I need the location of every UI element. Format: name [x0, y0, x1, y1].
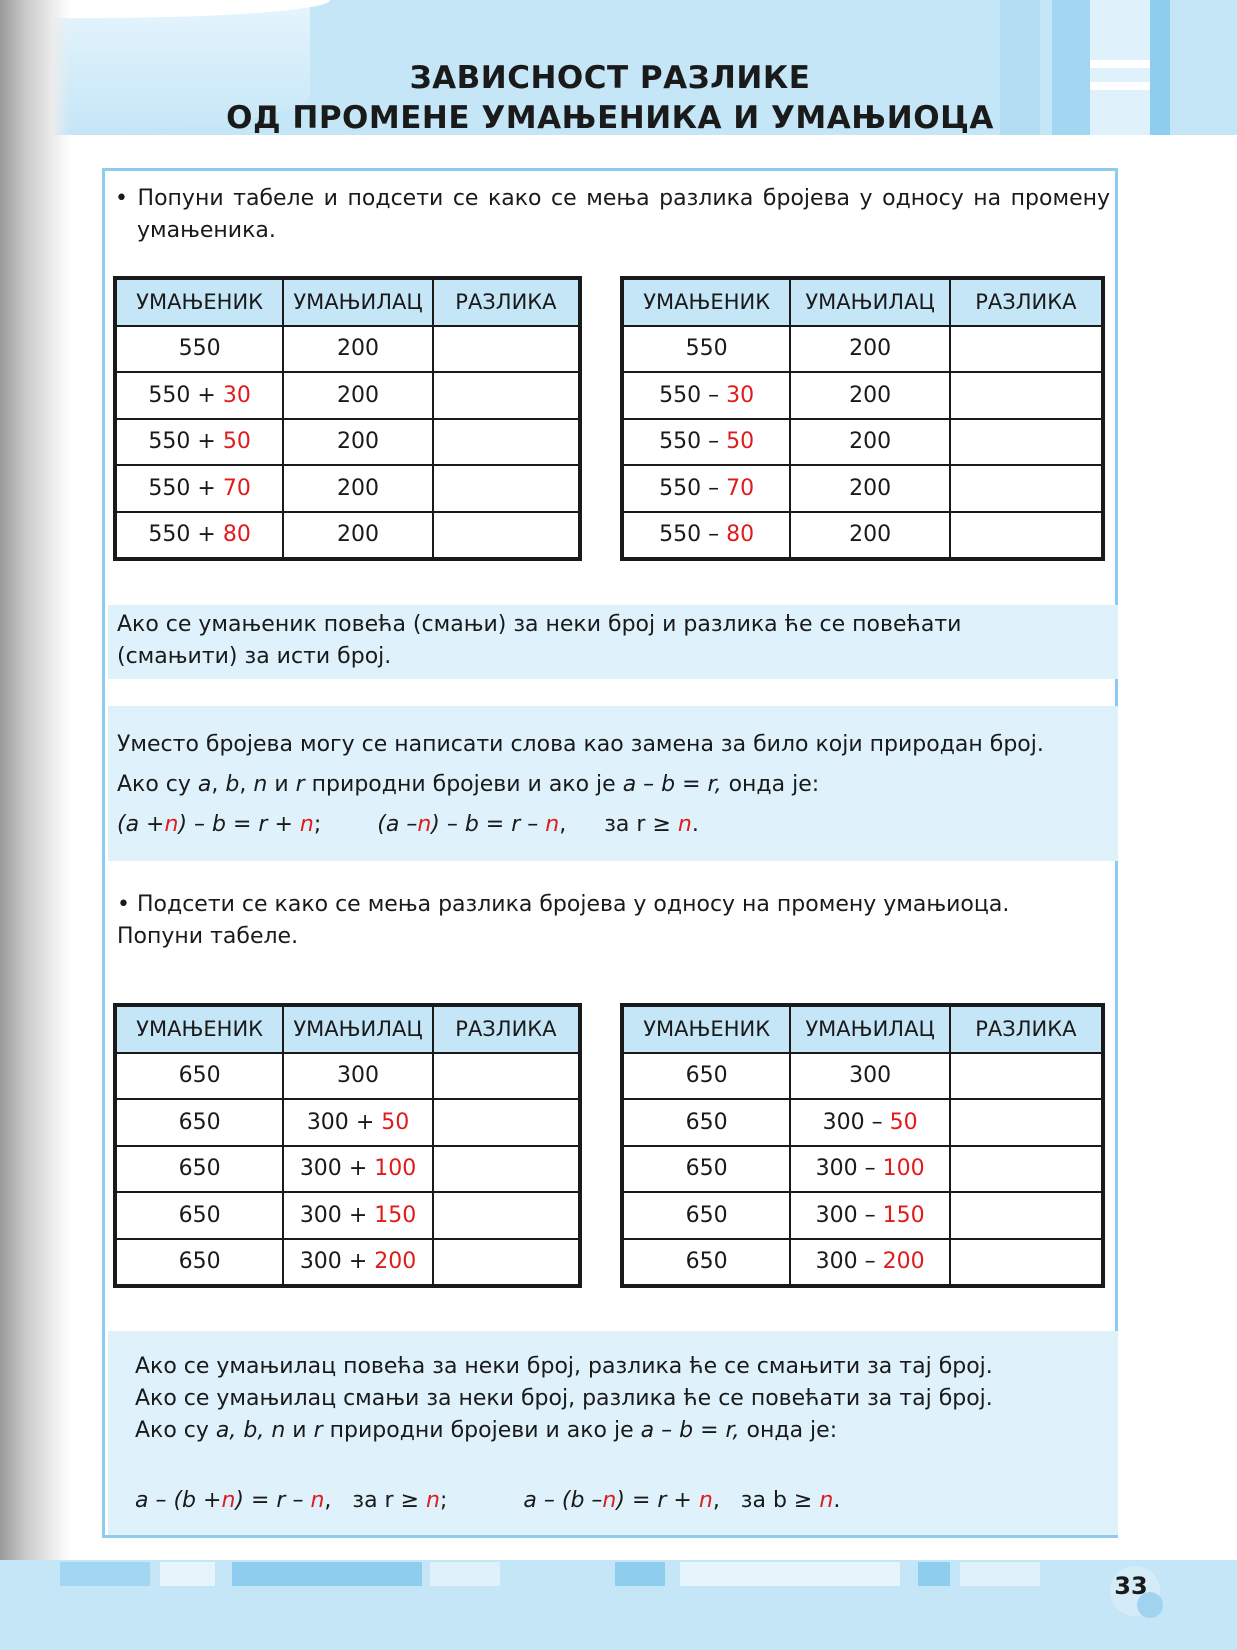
table-row: [116, 1146, 579, 1193]
exercise1-line1: Попуни табеле и подсети се како се мења разлика бројева у односу на промену: [137, 186, 1111, 211]
rule3-text: [135, 1351, 1110, 1517]
difference-answer-cell[interactable]: [950, 1146, 1102, 1193]
subtrahend-cell: 200: [283, 419, 433, 466]
table-row: [116, 512, 579, 559]
table-row: [623, 419, 1102, 466]
subtrahend-cell: 200: [790, 326, 950, 373]
subtrahend-decrease-table: [622, 1005, 1103, 1286]
difference-answer-cell[interactable]: [950, 419, 1102, 466]
minuend-cell: 650: [623, 1192, 790, 1239]
subtrahend-cell: 200: [790, 465, 950, 512]
minuend-cell: 550 – 30: [623, 372, 790, 419]
difference-answer-cell[interactable]: [433, 1099, 579, 1146]
header-minuend: УМАЊЕНИК: [116, 1006, 283, 1053]
table-row: [116, 1099, 579, 1146]
minuend-cell: 550 + 70: [116, 465, 283, 512]
rule2-line2: Ако су a, b, n и r природни бројеви и ако је a – b = r, онда је:: [117, 772, 820, 797]
rule3-formulas: a – (b +n) = r – n, за r ≥ n; a – (b –n) = r + n, за b ≥ n.: [135, 1488, 841, 1513]
subtrahend-cell: 200: [790, 372, 950, 419]
table-row: [623, 1239, 1102, 1286]
exercise1-instruction: [115, 183, 1110, 247]
header-stripe: [1150, 0, 1170, 135]
minuend-cell: 650: [116, 1053, 283, 1100]
difference-answer-cell[interactable]: [950, 372, 1102, 419]
content-frame: [102, 168, 1118, 1538]
subtrahend-cell: 200: [283, 512, 433, 559]
minuend-increase-table: [115, 278, 580, 559]
footer-stripe: [60, 1562, 150, 1586]
footer-stripe: [960, 1562, 1040, 1586]
difference-answer-cell[interactable]: [950, 1192, 1102, 1239]
header-stripe: [1052, 0, 1090, 135]
minuend-cell: 550 – 70: [623, 465, 790, 512]
difference-answer-cell[interactable]: [433, 372, 579, 419]
subtrahend-cell: 200: [283, 372, 433, 419]
subtrahend-cell: 300 + 150: [283, 1192, 433, 1239]
table-row: [116, 465, 579, 512]
minuend-cell: 650: [116, 1099, 283, 1146]
minuend-cell: 650: [623, 1053, 790, 1100]
subtrahend-cell: 300: [283, 1053, 433, 1100]
table-row: [623, 465, 1102, 512]
rule3-line2: Ако се умањилац смањи за неки број, разлика ће се повећати за тај број.: [135, 1386, 993, 1411]
header-difference: РАЗЛИКА: [433, 1006, 579, 1053]
exercise2-line1: Подсети се како се мења разлика бројева у односу на промену умањиоца.: [136, 892, 1010, 917]
page-title-line2: ОД ПРОМЕНЕ УМАЊЕНИКА И УМАЊИОЦА: [226, 100, 994, 136]
minuend-cell: 550 – 80: [623, 512, 790, 559]
page-number: 33: [1114, 1572, 1148, 1600]
table-row: [623, 372, 1102, 419]
rule1-line1: Ако се умањеник повећа (смањи) за неки број и разлика ће се повећати: [117, 612, 962, 637]
header-subtrahend: УМАЊИЛАЦ: [790, 1006, 950, 1053]
subtrahend-cell: 300: [790, 1053, 950, 1100]
rule1-line2: (смањити) за исти број.: [117, 644, 392, 669]
minuend-cell: 650: [116, 1239, 283, 1286]
minuend-cell: 650: [623, 1099, 790, 1146]
header-subtrahend: УМАЊИЛАЦ: [283, 1006, 433, 1053]
bullet: •: [117, 892, 130, 917]
table-row: [116, 1239, 579, 1286]
subtrahend-cell: 300 + 100: [283, 1146, 433, 1193]
table-header-row: [623, 279, 1102, 326]
table-row: [623, 1053, 1102, 1100]
bullet: •: [115, 186, 128, 211]
subtrahend-cell: 300 – 100: [790, 1146, 950, 1193]
difference-answer-cell[interactable]: [433, 1239, 579, 1286]
difference-answer-cell[interactable]: [433, 465, 579, 512]
rule3-line1: Ако се умањилац повећа за неки број, разлика ће се смањити за тај број.: [135, 1354, 993, 1379]
table-row: [116, 1192, 579, 1239]
table-row: [623, 512, 1102, 559]
header-subtrahend: УМАЊИЛАЦ: [283, 279, 433, 326]
page-title-line1: ЗАВИСНОСТ РАЗЛИКЕ: [409, 60, 811, 96]
table-row: [623, 1099, 1102, 1146]
subtrahend-cell: 200: [283, 326, 433, 373]
minuend-cell: 550: [623, 326, 790, 373]
footer-stripe: [615, 1562, 665, 1586]
subtrahend-cell: 300 + 50: [283, 1099, 433, 1146]
subtrahend-cell: 300 – 200: [790, 1239, 950, 1286]
rule2-line1: Уместо бројева могу се написати слова као замена за било који природан број.: [117, 732, 1044, 757]
minuend-cell: 550 + 30: [116, 372, 283, 419]
subtrahend-cell: 300 + 200: [283, 1239, 433, 1286]
minuend-cell: 550: [116, 326, 283, 373]
minuend-cell: 550 + 50: [116, 419, 283, 466]
footer-stripe: [232, 1562, 422, 1586]
difference-answer-cell[interactable]: [433, 326, 579, 373]
table-header-row: [623, 1006, 1102, 1053]
table-row: [116, 326, 579, 373]
rule1-text: [117, 609, 1107, 673]
subtrahend-cell: 200: [790, 419, 950, 466]
table-row: [116, 372, 579, 419]
minuend-cell: 650: [116, 1146, 283, 1193]
page-title: [200, 58, 1020, 138]
difference-answer-cell[interactable]: [433, 512, 579, 559]
difference-answer-cell[interactable]: [433, 1146, 579, 1193]
subtrahend-cell: 300 – 150: [790, 1192, 950, 1239]
subtrahend-cell: 300 – 50: [790, 1099, 950, 1146]
minuend-cell: 550 + 80: [116, 512, 283, 559]
subtrahend-increase-table: [115, 1005, 580, 1286]
exercise1-line2: умањеника.: [137, 218, 276, 243]
rule2-formulas: (a +n) – b = r + n; (a –n) – b = r – n, за r ≥ n.: [117, 812, 699, 837]
difference-answer-cell[interactable]: [433, 1053, 579, 1100]
subtrahend-cell: 200: [790, 512, 950, 559]
book-spine-shadow: [0, 0, 70, 1650]
header-difference: РАЗЛИКА: [950, 279, 1102, 326]
footer-stripe: [430, 1562, 500, 1586]
table-row: [116, 419, 579, 466]
difference-answer-cell[interactable]: [950, 1053, 1102, 1100]
footer-stripe: [918, 1562, 950, 1586]
exercise2-instruction: [117, 889, 1107, 953]
header-stripe: [1090, 60, 1150, 68]
header-subtrahend: УМАЊИЛАЦ: [790, 279, 950, 326]
table-row: [623, 326, 1102, 373]
subtrahend-cell: 200: [283, 465, 433, 512]
minuend-cell: 550 – 50: [623, 419, 790, 466]
difference-answer-cell[interactable]: [433, 419, 579, 466]
header-difference: РАЗЛИКА: [433, 279, 579, 326]
exercise2-line2: Попуни табеле.: [117, 924, 299, 949]
minuend-cell: 650: [623, 1239, 790, 1286]
header-minuend: УМАЊЕНИК: [116, 279, 283, 326]
table-row: [116, 1053, 579, 1100]
table-header-row: [116, 1006, 579, 1053]
minuend-cell: 650: [116, 1192, 283, 1239]
difference-answer-cell[interactable]: [950, 465, 1102, 512]
difference-answer-cell[interactable]: [950, 326, 1102, 373]
difference-answer-cell[interactable]: [950, 1239, 1102, 1286]
header-minuend: УМАЊЕНИК: [623, 1006, 790, 1053]
minuend-cell: 650: [623, 1146, 790, 1193]
header-stripe: [1090, 82, 1150, 90]
rule3-line3: Ако су a, b, n и r природни бројеви и ако је a – b = r, онда је:: [135, 1418, 838, 1443]
table-row: [623, 1192, 1102, 1239]
header-minuend: УМАЊЕНИК: [623, 279, 790, 326]
minuend-decrease-table: [622, 278, 1103, 559]
table-header-row: [116, 279, 579, 326]
footer-stripe: [160, 1562, 215, 1586]
header-difference: РАЗЛИКА: [950, 1006, 1102, 1053]
table-row: [623, 1146, 1102, 1193]
difference-answer-cell[interactable]: [433, 1192, 579, 1239]
difference-answer-cell[interactable]: [950, 1099, 1102, 1146]
difference-answer-cell[interactable]: [950, 512, 1102, 559]
rule2-text: [117, 725, 1107, 845]
footer-stripe: [680, 1562, 900, 1586]
